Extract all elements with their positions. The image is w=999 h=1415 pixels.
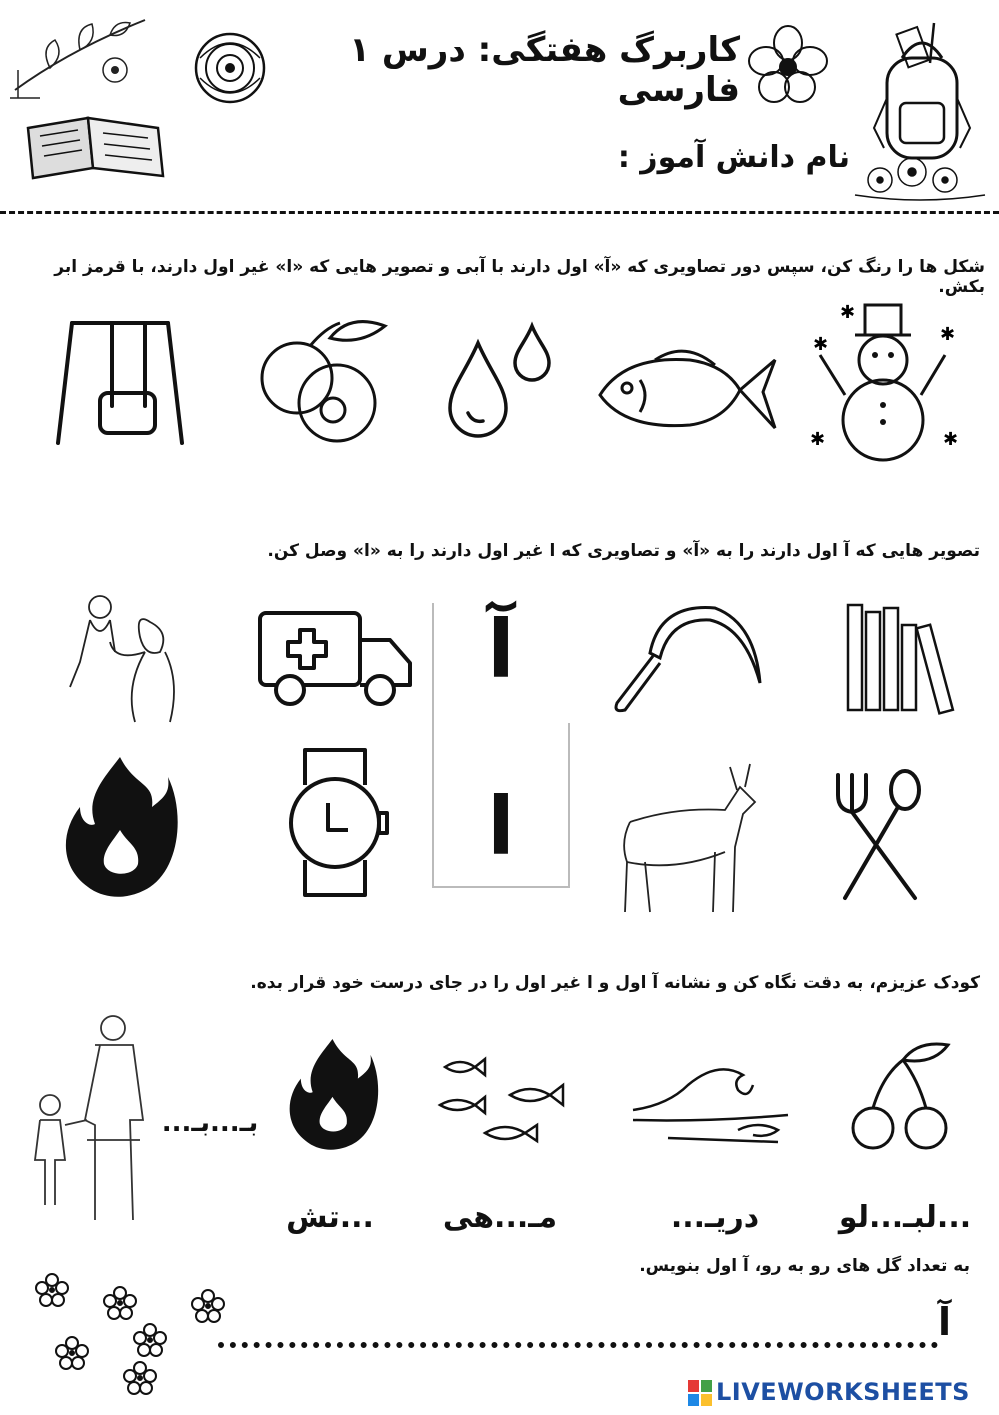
fork-and-spoon-icon	[830, 770, 930, 905]
liveworksheets-logo-icon	[688, 1380, 712, 1406]
ambulance-icon	[255, 605, 415, 710]
student-name-label: نام دانش آموز :	[617, 140, 850, 175]
cherry-fruit-icon	[255, 318, 395, 448]
wristwatch-icon	[280, 745, 390, 900]
sea-wave-icon	[628, 1060, 793, 1150]
word-blank-mahi: مـ...هی	[442, 1200, 558, 1235]
liveworksheets-brand[interactable]	[688, 1376, 988, 1410]
word-blank-atash: ...تش	[286, 1200, 374, 1235]
small-flowers-decoration	[30, 1268, 230, 1398]
alef-start-letter: آ	[938, 1300, 952, 1344]
baba-blank: بـ...بـ...	[161, 1108, 259, 1138]
fish-icon	[595, 340, 780, 445]
section1-instruction: شکل ها را رنگ کن، سپس دور تصاویری که «آ» اول دارند با آبی و تصویر هایی که «ا» غیر اول دارند، با قرمز ابر بکش.	[54, 257, 985, 297]
fire-icon-small	[285, 1035, 380, 1150]
fish-school-icon	[435, 1055, 575, 1150]
books-icon	[840, 600, 960, 715]
gazelle-icon	[615, 762, 775, 917]
section3-instruction: کودک عزیزم، به دقت نگاه کن و نشانه آ اول و ا غیر اول را در جای درست خود قرار بده.	[250, 973, 980, 993]
word-blank-darya: دریـ...	[670, 1200, 760, 1235]
fire-icon	[60, 752, 180, 897]
mother-holding-baby-icon	[55, 592, 185, 722]
cherries-icon	[848, 1040, 953, 1155]
letter-alef: ا	[487, 780, 515, 873]
writing-line[interactable]	[218, 1342, 938, 1348]
letter-alef-madda: آ	[487, 603, 515, 696]
open-book-icon	[18, 98, 173, 183]
section4-instruction: به تعداد گل های رو به رو، آ اول بنویس.	[639, 1256, 970, 1276]
liveworksheets-text: LIVEWORKSHEETS	[716, 1378, 970, 1406]
section2-instruction: تصویر هایی که آ اول دارند را به «آ» و تصاویری که ا غیر اول دارند را به «ا» وصل کن.	[267, 541, 980, 561]
section-divider	[0, 211, 999, 214]
svg-text:✱: ✱	[840, 302, 856, 323]
water-drops-icon	[440, 318, 560, 448]
flower-icon	[748, 25, 828, 105]
svg-text:✱: ✱	[810, 429, 826, 450]
word-blank-alboo: ...لبـ...لو	[838, 1200, 972, 1235]
svg-text:✱: ✱	[940, 324, 956, 345]
floral-branch-decoration	[10, 10, 150, 100]
backpack-icon	[872, 18, 972, 168]
swing-icon	[50, 318, 190, 448]
page-title: کاربرگ هفتگی: درس ۱ فارسی	[349, 30, 740, 110]
snowman-icon	[805, 300, 965, 465]
father-and-son-icon	[25, 1010, 160, 1225]
flower-cluster-decoration	[850, 150, 990, 205]
sickle-icon	[605, 598, 765, 718]
svg-text:✱: ✱	[813, 334, 829, 355]
svg-text:✱: ✱	[943, 429, 959, 450]
